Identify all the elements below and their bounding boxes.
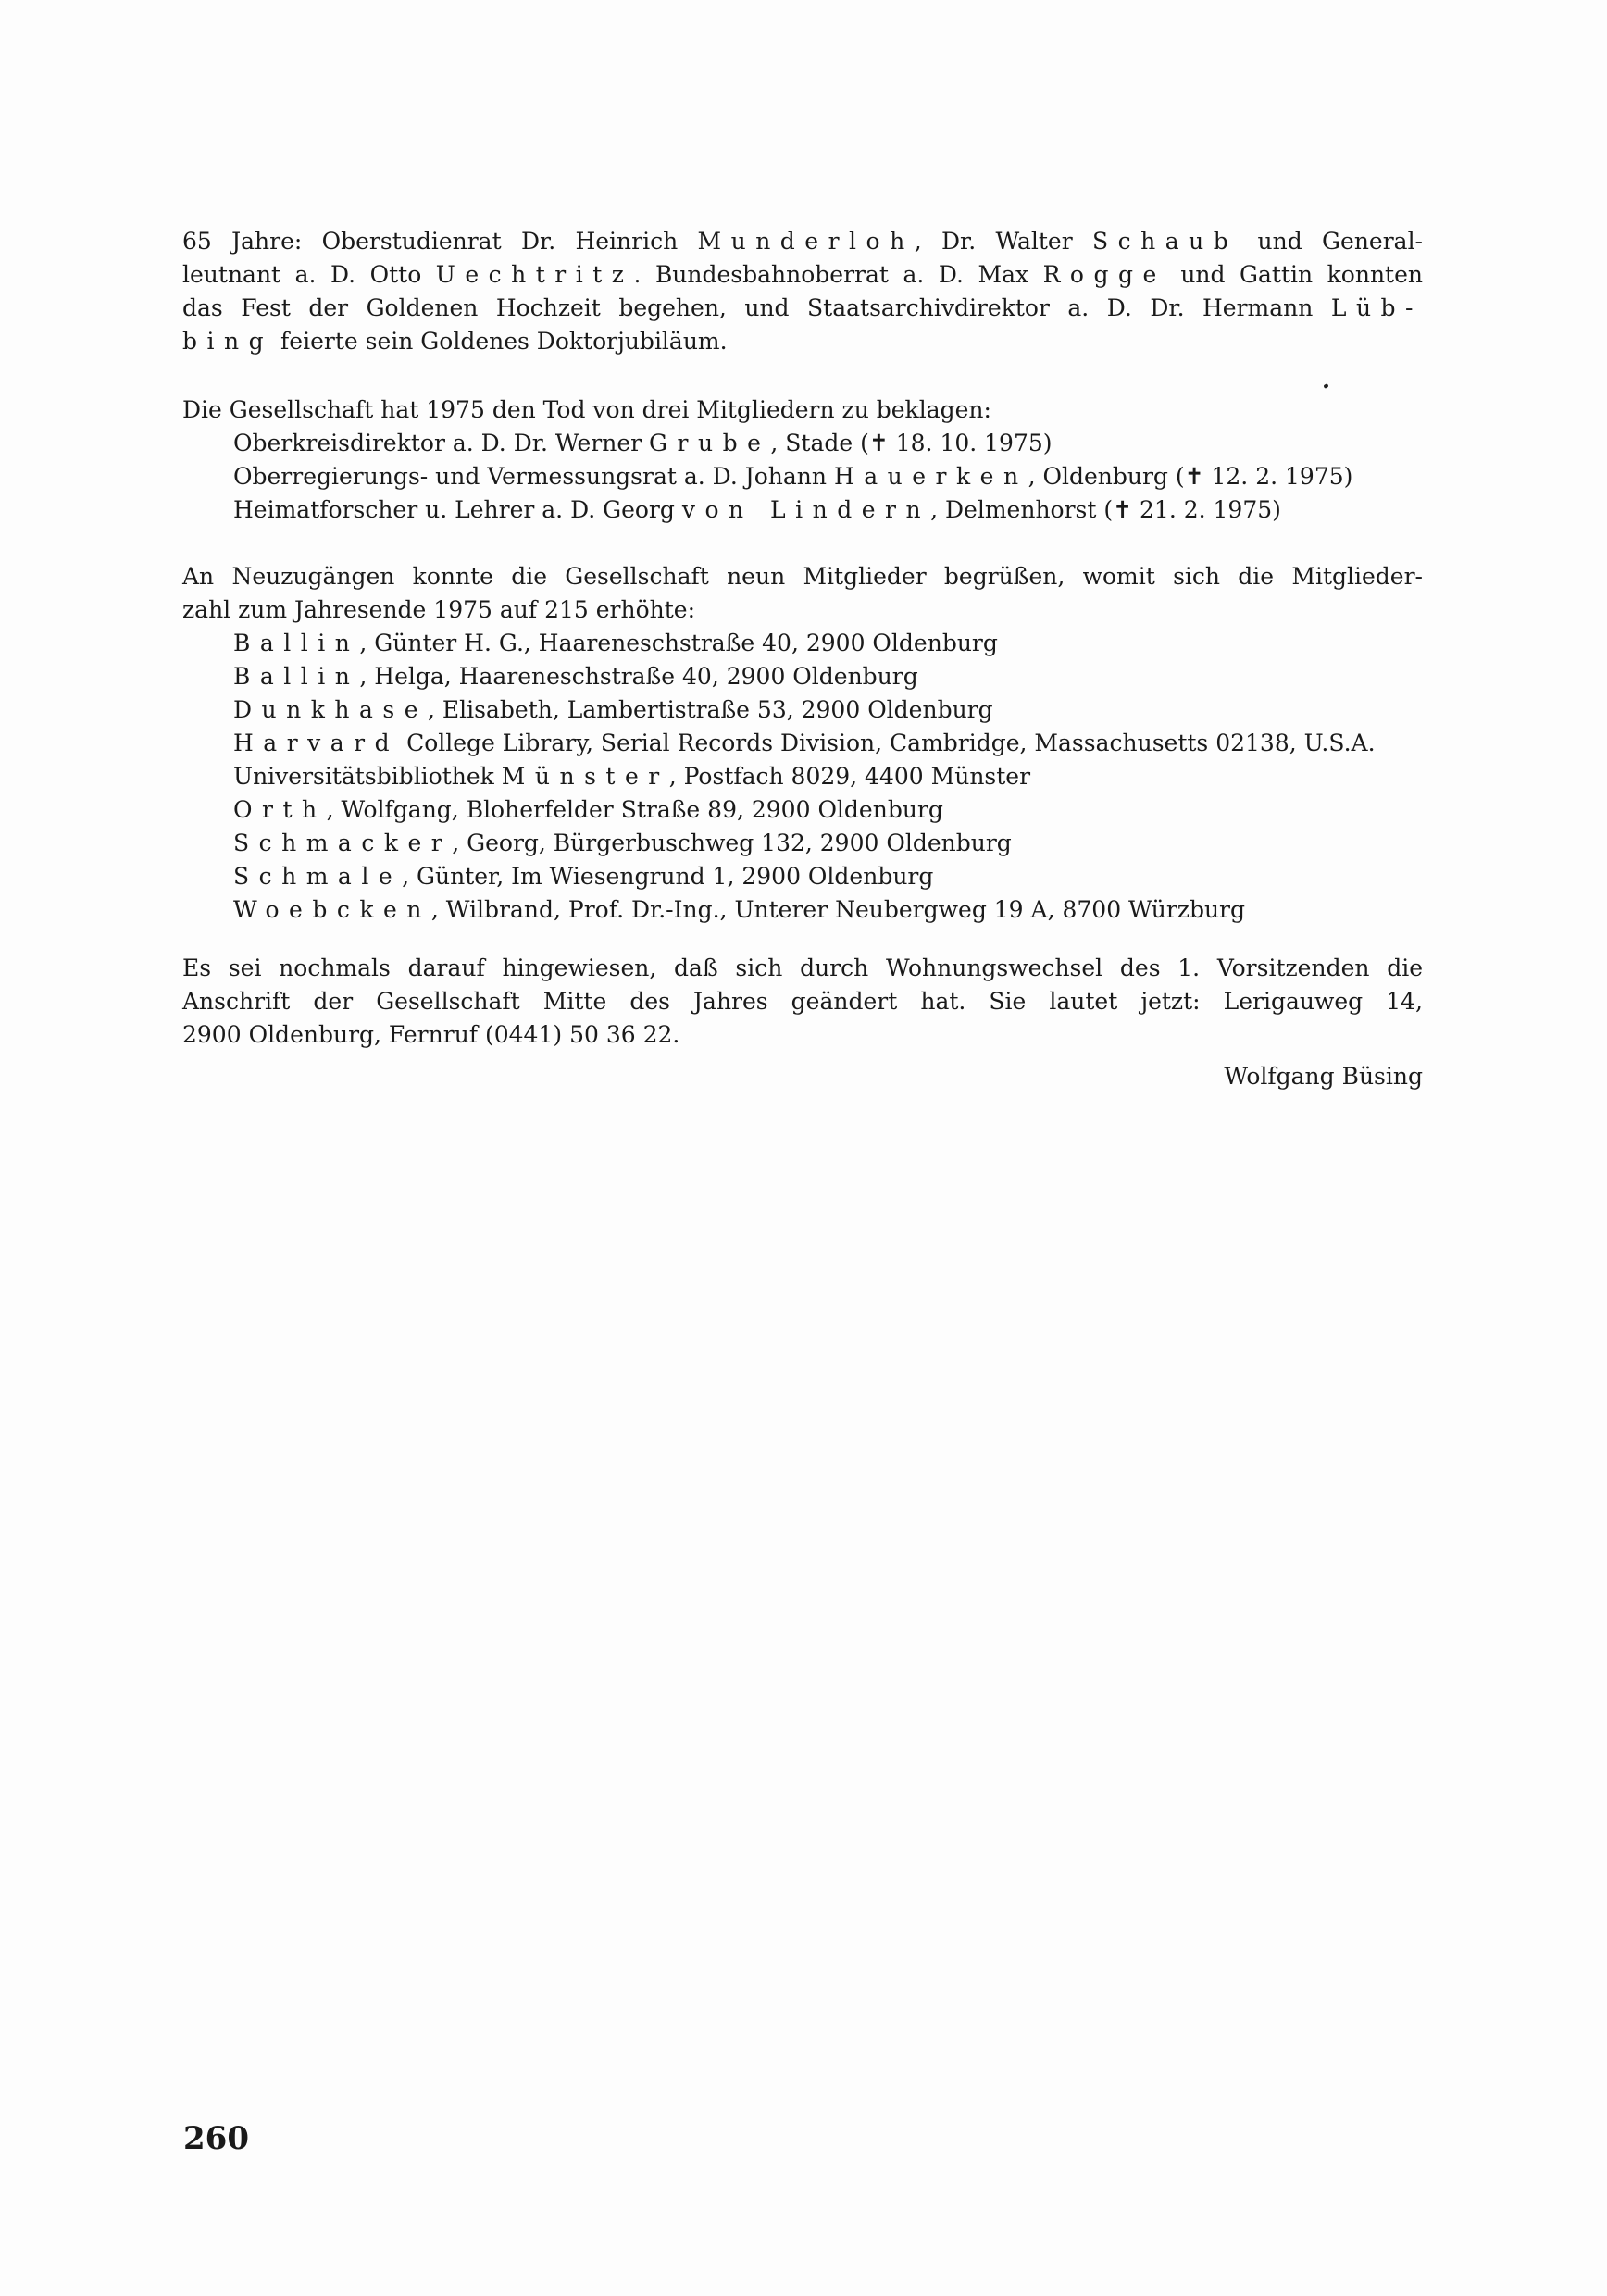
member-entry xyxy=(182,893,1423,927)
text-segment: Universitätsbibliothek xyxy=(233,763,502,790)
text-segment: , Wilbrand, Prof. Dr.-Ing., Unterer Neubergweg 19 A, 8700 Würzburg xyxy=(430,896,1246,923)
paragraph-address-change xyxy=(182,952,1423,1052)
spaced-name: Ballin xyxy=(233,630,360,656)
member-entry xyxy=(182,793,1423,827)
death-entry xyxy=(182,460,1423,493)
spaced-name: Orth xyxy=(233,796,327,823)
paragraph-anniversaries xyxy=(182,225,1423,358)
member-entry xyxy=(182,760,1423,793)
text-segment: das Fest der Goldenen Hochzeit begehen, und Staatsarchivdirektor a. D. Dr. Hermann xyxy=(182,294,1331,321)
paragraph-line xyxy=(182,225,1423,258)
text-segment: leutnant a. D. Otto xyxy=(182,261,436,288)
spaced-name: von Lindern xyxy=(681,496,931,523)
paragraph-line xyxy=(182,325,1423,358)
text-segment: , Dr. Walter xyxy=(914,228,1092,255)
death-entry xyxy=(182,427,1423,460)
text-segment: , Postfach 8029, 4400 Münster xyxy=(668,763,1031,790)
paragraph-line: Anschrift der Gesellschaft Mitte des Jahres geändert hat. Sie lautet jetzt: Lerigauweg 14, xyxy=(182,988,1423,1015)
death-entry xyxy=(182,493,1423,527)
text-segment: 65 Jahre: Oberstudienrat Dr. Heinrich xyxy=(182,228,698,255)
spaced-name: Lüb- xyxy=(1330,294,1423,321)
spaced-name: Hauerken xyxy=(833,463,1028,490)
paragraph-line: Es sei nochmals darauf hingewiesen, daß sich durch Wohnungswechsel des 1. Vorsitzenden die xyxy=(182,955,1423,981)
member-entry xyxy=(182,627,1423,660)
text-segment: feierte sein Goldenes Doktorjubiläum. xyxy=(273,328,728,355)
text-segment: . Bundesbahnoberrat a. D. Max xyxy=(633,261,1043,288)
paragraph-line: 2900 Oldenburg, Fernruf (0441) 50 36 22. xyxy=(182,1021,680,1048)
spaced-name: Schaub xyxy=(1091,228,1239,255)
paragraph-line xyxy=(182,258,1423,292)
ink-speck xyxy=(1323,383,1328,389)
text-segment: , Elisabeth, Lambertistraße 53, 2900 Oldenburg xyxy=(428,696,993,723)
text-segment: , Helga, Haareneschstraße 40, 2900 Oldenburg xyxy=(359,663,918,690)
members-intro-line: zahl zum Jahresende 1975 auf 215 erhöhte: xyxy=(182,596,695,623)
spaced-name: Dunkhase xyxy=(233,696,429,723)
text-segment: Heimatforscher u. Lehrer a. D. Georg xyxy=(233,496,682,523)
text-segment: und General- xyxy=(1238,228,1424,255)
spaced-name: Uechtritz xyxy=(435,261,634,288)
text-segment: , Günter, Im Wiesengrund 1, 2900 Oldenburg xyxy=(402,863,934,890)
spaced-name: Munderloh xyxy=(697,228,915,255)
author-signature: Wolfgang Büsing xyxy=(1224,1063,1423,1090)
spaced-name: bing xyxy=(182,328,274,355)
text-segment: , Wolfgang, Bloherfelder Straße 89, 2900 Oldenburg xyxy=(326,796,943,823)
spaced-name: Schmale xyxy=(233,863,403,890)
paragraph-deaths xyxy=(182,393,1423,527)
spaced-name: Rogge xyxy=(1042,261,1166,288)
paragraph-new-members xyxy=(182,560,1423,927)
spaced-name: Harvard xyxy=(233,730,400,756)
member-entry xyxy=(182,827,1423,860)
text-segment: , Delmenhorst (✝ 21. 2. 1975) xyxy=(930,496,1281,523)
text-segment: College Library, Serial Records Division, Cambridge, Massachusetts 02138, U.S.A. xyxy=(399,730,1376,756)
text-segment: , Georg, Bürgerbuschweg 132, 2900 Oldenburg xyxy=(452,830,1012,856)
text-segment: und Gattin konnten xyxy=(1165,261,1423,288)
spaced-name: Ballin xyxy=(233,663,360,690)
spaced-name: Grube xyxy=(649,430,771,456)
page-number: 260 xyxy=(183,2120,249,2157)
spaced-name: Münster xyxy=(501,763,669,790)
text-segment: Oberkreisdirektor a. D. Dr. Werner xyxy=(233,430,650,456)
text-segment: , Stade (✝ 18. 10. 1975) xyxy=(770,430,1053,456)
members-intro-line: An Neuzugängen konnte die Gesellschaft neun Mitglieder begrüßen, womit sich die Mitglieder- xyxy=(182,563,1423,590)
member-entry xyxy=(182,860,1423,893)
text-segment: , Günter H. G., Haareneschstraße 40, 2900 Oldenburg xyxy=(359,630,998,656)
member-entry xyxy=(182,727,1423,760)
spaced-name: Schmacker xyxy=(233,830,453,856)
member-entry xyxy=(182,693,1423,727)
text-segment: Oberregierungs- und Vermessungsrat a. D. Johann xyxy=(233,463,834,490)
text-segment: , Oldenburg (✝ 12. 2. 1975) xyxy=(1028,463,1353,490)
paragraph-line xyxy=(182,292,1423,325)
deaths-intro: Die Gesellschaft hat 1975 den Tod von drei Mitgliedern zu beklagen: xyxy=(182,396,991,423)
member-entry xyxy=(182,660,1423,693)
spaced-name: Woebcken xyxy=(233,896,431,923)
